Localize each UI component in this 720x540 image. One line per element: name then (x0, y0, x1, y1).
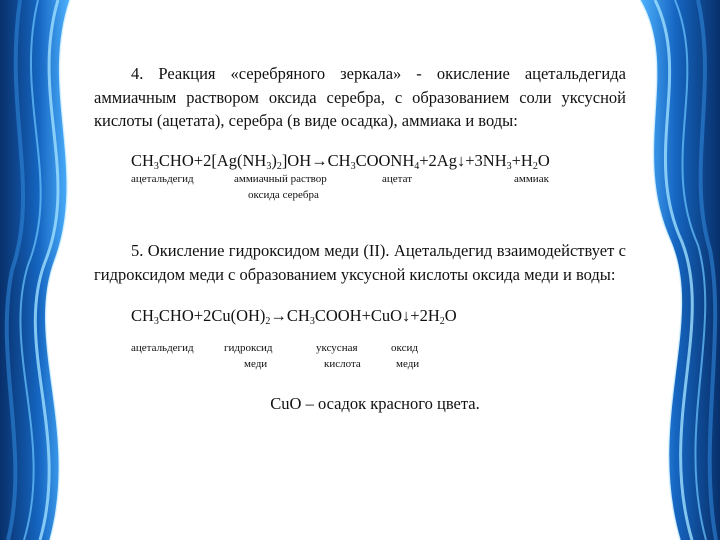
arrow-right-icon: → (270, 306, 287, 325)
arrow-down-icon: ↓ (402, 306, 411, 325)
label-oxide-line2: меди (396, 357, 420, 370)
label-hydroxide-line2: меди (244, 357, 268, 370)
arrow-down-icon: ↓ (456, 150, 466, 170)
label-acetaldehyde: ацетальдегид (131, 341, 194, 354)
label-acetate: ацетат (382, 173, 412, 185)
label-oxide-line1: оксид (391, 341, 418, 354)
label-hydroxide-line1: гидроксид (224, 341, 273, 354)
label-acetaldehyde: ацетальдегид (131, 173, 194, 185)
label-acetic-line2: кислота (324, 357, 361, 370)
paragraph-5-copper-hydroxide: 5. Окисление гидроксидом меди (II). Ацетальдегид взаимодействует с гидроксидом меди с образованием уксусной кислоты оксида меди и воды: (94, 241, 626, 284)
paragraph-4-silver-mirror: 4. Реакция «серебряного зеркала» - окисление ацетальдегида аммиачным раствором оксида серебра, с образованием соли уксусной кислоты (ацетата), серебра (в виде осадка), аммиака и воды: (94, 64, 626, 130)
cuo-precipitate-note: CuO – осадок красного цвета. (270, 393, 480, 413)
arrow-right-icon: → (311, 150, 328, 170)
slide-content (94, 62, 626, 415)
left-wave-decoration (0, 0, 100, 540)
label-ammonia: аммиак (514, 173, 549, 185)
label-acetic-line1: уксусная (316, 341, 358, 354)
label-ammonia-solution-line1: аммиачный раствор (234, 173, 327, 185)
equation-silver-mirror: $CH_3CHO+2[Ag(NH_3)_2]OH\to CH_3COONH_4+2Ag↓+3NH_3+H_2O$ (131, 150, 550, 172)
equation-1-labels (94, 172, 626, 212)
right-wave-decoration (610, 0, 720, 540)
label-ammonia-solution-line2: оксида серебра (248, 189, 319, 201)
equation-2-labels (94, 341, 626, 381)
equation-copper-hydroxide: $CH_3CHO+2Cu(OH)_2\to CH_3COOH+CuO↓+2H_2O$ (131, 306, 457, 327)
